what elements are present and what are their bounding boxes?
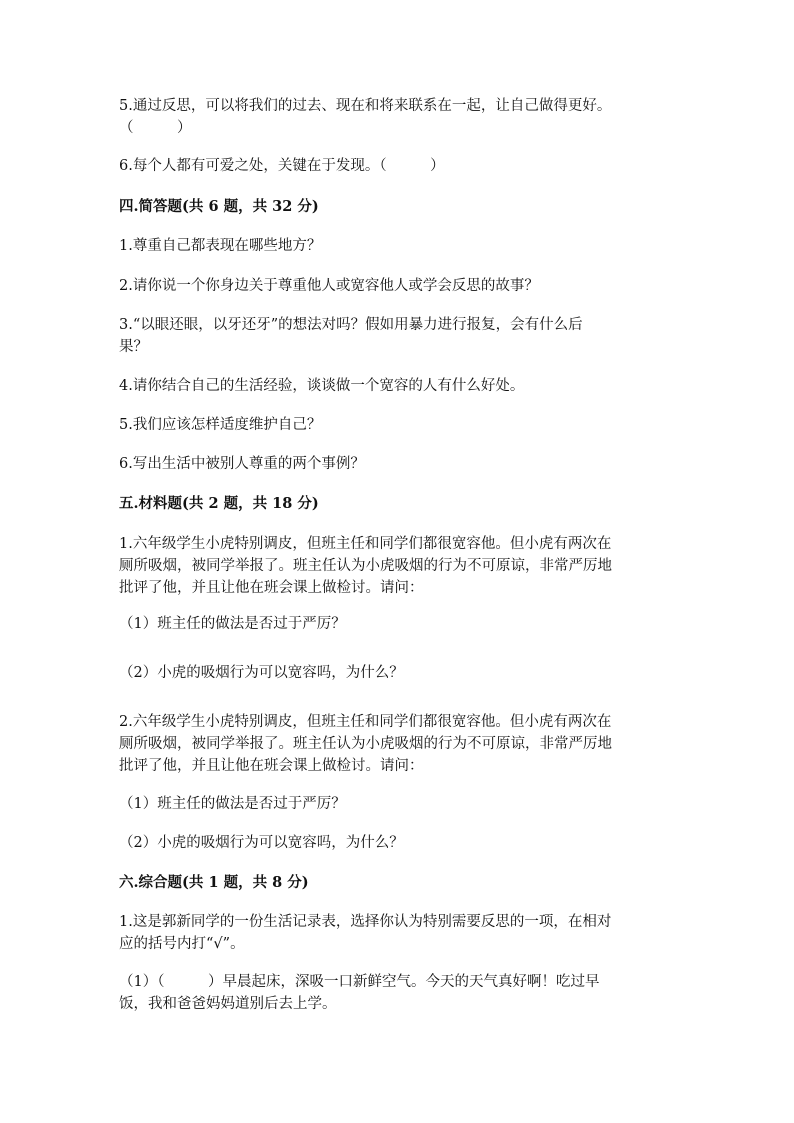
material-question-2-subquestion-2: （2）小虎的吸烟行为可以宽容吗，为什么？ [119, 835, 404, 851]
answer-bracket: （ ） [119, 120, 192, 136]
material-question-1-line-1: 1.六年级学生小虎特别调皮，但班主任和同学们都很宽容他。但小虎有两次在 [119, 536, 612, 552]
material-question-1-line-2: 厕所吸烟，被同学举报了。班主任认为小虎吸烟的行为不可原谅，非常严厉地 [119, 558, 612, 574]
short-answer-question-6: 6.写出生活中被别人尊重的两个事例？ [119, 456, 365, 472]
section-heading-material: 五.材料题(共 2 题，共 18 分) [119, 495, 319, 512]
comprehensive-question-1-line-1: 1.这是郭新同学的一份生活记录表，选择你认为特别需要反思的一项，在相对 [119, 914, 612, 930]
question-6-true-false: 6.每个人都有可爱之处，关键在于发现。（ ） [119, 158, 445, 174]
material-question-2-line-3: 批评了他，并且让他在班会课上做检讨。请问： [119, 758, 424, 774]
material-question-1-subquestion-2: （2）小虎的吸烟行为可以宽容吗，为什么？ [119, 665, 404, 681]
short-answer-question-5: 5.我们应该怎样适度维护自己？ [119, 417, 322, 433]
section-heading-short-answer: 四.简答题(共 6 题，共 32 分) [119, 198, 319, 215]
material-question-1-line-3: 批评了他，并且让他在班会课上做检讨。请问： [119, 580, 424, 596]
short-answer-question-3-continued: 果？ [119, 339, 148, 355]
question-5-true-false: 5.通过反思，可以将我们的过去、现在和将来联系在一起，让自己做得更好。 [119, 98, 612, 114]
material-question-2-line-1: 2.六年级学生小虎特别调皮，但班主任和同学们都很宽容他。但小虎有两次在 [119, 714, 612, 730]
comprehensive-question-1-line-2: 应的括号内打“√”。 [119, 936, 245, 952]
material-question-1-subquestion-1: （1）班主任的做法是否过于严厉？ [119, 616, 346, 632]
short-answer-question-1: 1.尊重自己都表现在哪些地方？ [119, 238, 322, 254]
short-answer-question-4: 4.请你结合自己的生活经验，谈谈做一个宽容的人有什么好处。 [119, 378, 525, 394]
short-answer-question-2: 2.请你说一个你身边关于尊重他人或宽容他人或学会反思的故事？ [119, 278, 539, 294]
comprehensive-record-item-1-line-2: 饭，我和爸爸妈妈道别后去上学。 [119, 996, 337, 1012]
short-answer-question-3: 3.“以眼还眼，以牙还牙”的想法对吗？假如用暴力进行报复，会有什么后 [119, 317, 583, 333]
material-question-2-line-2: 厕所吸烟，被同学举报了。班主任认为小虎吸烟的行为不可原谅，非常严厉地 [119, 736, 612, 752]
comprehensive-record-item-1-line-1: （1）（ ）早晨起床，深吸一口新鲜空气。今天的天气真好啊！吃过早 [119, 974, 600, 990]
section-heading-comprehensive: 六.综合题(共 1 题，共 8 分) [119, 874, 309, 891]
material-question-2-subquestion-1: （1）班主任的做法是否过于严厉？ [119, 796, 346, 812]
